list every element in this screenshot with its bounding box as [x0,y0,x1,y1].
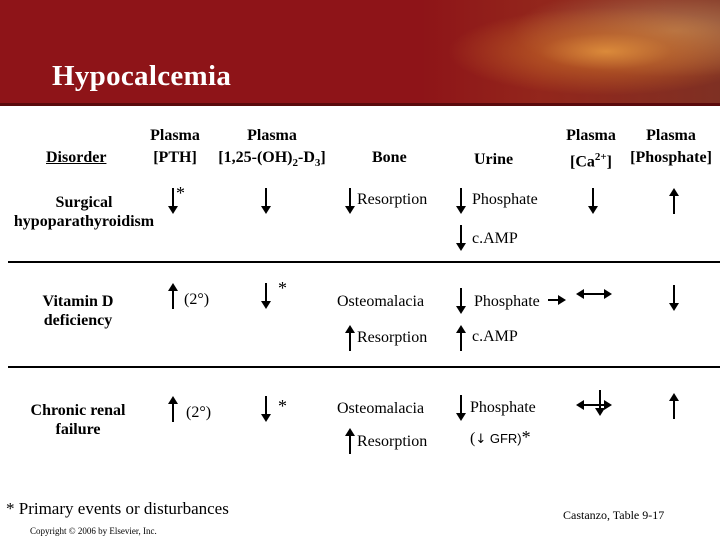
row-vitamin-d-bone-resorption: Resorption [357,329,428,346]
row-surgical-bone: Resorption [357,191,428,208]
row-renal-calcium-down-arrow-icon [595,390,605,416]
row-vitamin-d-phosphate-down-arrow-icon [669,285,679,311]
row-surgical-urine-camp: c.AMP [472,230,518,247]
row-vitamin-d-urine-phosphate-down-arrow-icon [456,288,466,314]
header-pth: Plasma [PTH] [150,127,200,166]
gfr-star: * [521,427,531,447]
header-urine: Urine [474,151,514,168]
row-surgical-urine-phosphate-down-arrow-icon [456,188,466,214]
row-vitamin-d-pth-up-arrow-icon [168,283,178,309]
row-vitamin-d-urine-phosphate: Phosphate [474,293,540,310]
row-renal-urine-phosphate-down-arrow-icon [456,395,466,421]
row-vitamin-d-bone-resorption-up-arrow-icon [345,325,355,351]
row-renal-urine-gfr: (↓ GFR)* [470,427,531,447]
row-renal-vitd-star: * [278,396,287,416]
row-vitamin-d-urine-phosphate-change-arrow-icon [548,294,566,306]
row-vitamin-d-vitd-down-arrow-icon [261,283,271,309]
row-vitamin-d-vitd-star: * [278,278,287,298]
row-divider-1 [8,261,720,263]
row-renal-bone-resorption-up-arrow-icon [345,428,355,454]
row-vitamin-d-bone-osteomalacia: Osteomalacia [337,293,425,310]
banner-divider [0,103,720,106]
row-renal-urine-phosphate: Phosphate [470,399,536,416]
row-renal-bone-osteomalacia: Osteomalacia [337,400,425,417]
row-surgical-phosphate-up-arrow-icon [669,188,679,214]
row-surgical-disorder: Surgical hypoparathyroidism [13,194,155,230]
row-vitamin-d-urine-camp: c.AMP [472,328,518,345]
row-renal-phosphate-up-arrow-icon [669,393,679,419]
row-surgical-pth-down-arrow-icon [168,188,178,214]
header-bone: Bone [372,149,407,166]
copyright: Copyright © 2006 by Elsevier, Inc. [30,526,157,536]
row-vitamin-d-urine-camp-up-arrow-icon [456,325,466,351]
row-surgical-pth-star: * [176,183,185,203]
row-renal-disorder: Chronic renal failure [30,402,126,438]
header-calcium: Plasma $[Ca^{2+}]$ [566,127,616,171]
row-renal-vitd-down-arrow-icon [261,396,271,422]
row-renal-bone-resorption: Resorption [357,433,428,450]
row-divider-2 [8,366,720,368]
row-vitamin-d-pth: (2°) [184,291,210,308]
row-surgical-urine-phosphate: Phosphate [472,191,538,208]
row-surgical-urine-camp-down-arrow-icon [456,225,466,251]
row-vitamin-d-calcium-unchanged-arrow-icon [576,288,612,300]
row-renal-pth-up-arrow-icon [168,396,178,422]
row-renal-pth: (2°) [186,404,212,421]
row-surgical-vitd-down-arrow-icon [261,188,271,214]
slide-title: Hypocalcemia [52,60,232,92]
banner-artwork [420,0,720,103]
header-vitamin-d: Plasma $[1,25-(OH)_2-D_3]$ [218,127,326,170]
header-disorder: Disorder [46,149,107,166]
row-renal-calcium-unchanged-arrow-icon [576,399,612,411]
row-surgical-bone-down-arrow-icon [345,188,355,214]
header-phosphate: Plasma [Phosphate] [630,127,712,166]
footnote: * Primary events or disturbances [6,499,229,518]
gfr-down-arrow-icon: ↓ [475,432,487,447]
row-vitamin-d-disorder: Vitamin D deficiency [42,293,114,329]
source-citation: Castanzo, Table 9-17 [563,508,665,522]
row-surgical-calcium-down-arrow-icon [588,188,598,214]
